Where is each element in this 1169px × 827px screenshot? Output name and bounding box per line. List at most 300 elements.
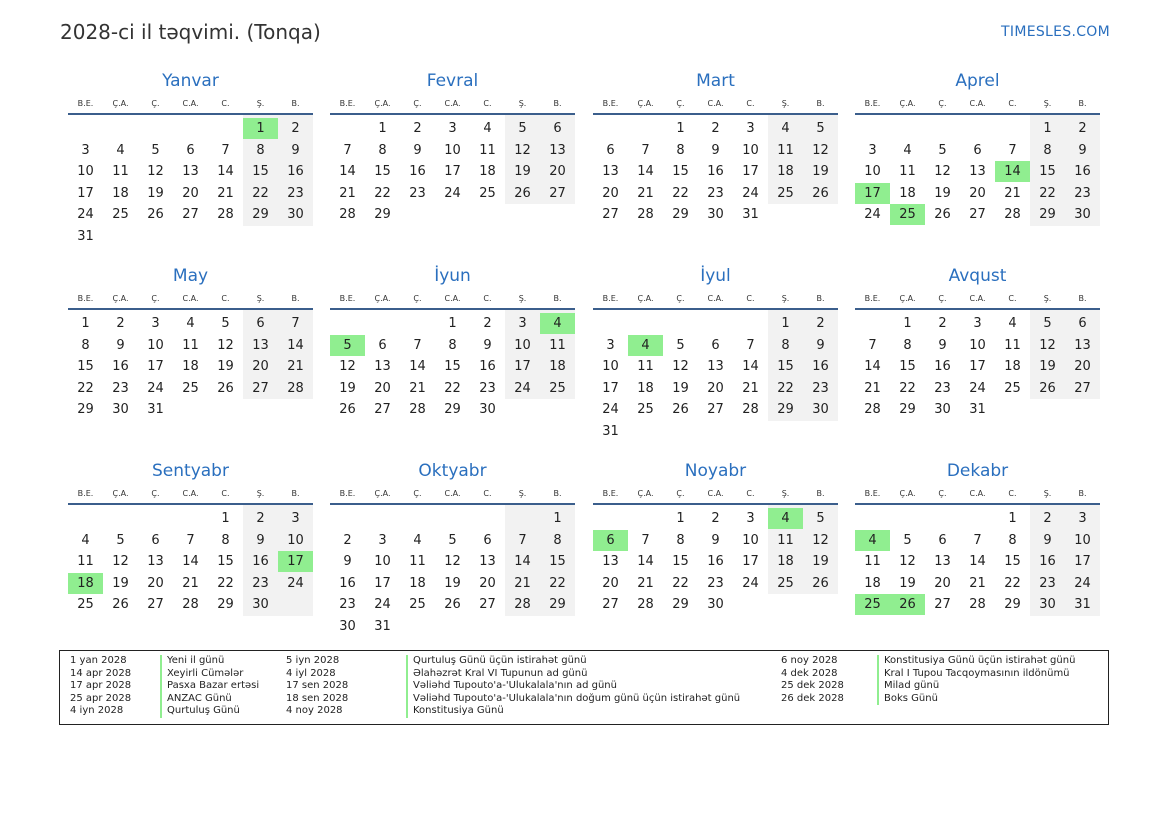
day-cell: 22 xyxy=(217,575,234,591)
day-cell: 29 xyxy=(1039,207,1056,222)
day-cell: 22 xyxy=(77,380,94,396)
weekday-label: Ç. xyxy=(938,489,947,498)
day-cell: 10 xyxy=(514,337,531,353)
day-cell: 23 xyxy=(112,380,129,396)
day-cell: 17 xyxy=(602,380,619,396)
day-cell: 23 xyxy=(287,185,304,201)
day-cell: 20 xyxy=(374,380,391,396)
weekday-label: B.E. xyxy=(77,99,94,108)
weekday-label: Ş. xyxy=(518,294,527,303)
day-cell: 1 xyxy=(448,316,457,331)
legend-holiday-name: Qurtuluş Günü üçün istirahət günü xyxy=(406,655,740,668)
weekday-label: Ç. xyxy=(151,489,160,498)
day-cell: 4 xyxy=(483,121,492,136)
day-cell: 28 xyxy=(287,380,304,396)
day-cell: 19 xyxy=(934,185,951,201)
day-cell: 3 xyxy=(518,316,527,331)
day-cell: 23 xyxy=(934,380,951,396)
brand-link[interactable]: TIMESLES.COM xyxy=(1001,24,1110,40)
day-cell: 28 xyxy=(1004,207,1021,222)
day-cell: 14 xyxy=(742,359,759,374)
day-cell: 16 xyxy=(707,554,724,569)
day-cell: 11 xyxy=(409,554,426,569)
legend-date: 26 dek 2028 xyxy=(781,692,844,704)
day-cell: 26 xyxy=(444,597,461,612)
day-cell: 26 xyxy=(812,575,829,591)
day-cell: 30 xyxy=(287,207,304,222)
day-cell: 27 xyxy=(374,402,391,417)
day-cell: 4 xyxy=(186,316,195,331)
legend-names-column xyxy=(406,655,740,718)
holiday-legend xyxy=(59,650,1109,725)
day-cell: 28 xyxy=(217,207,234,222)
day-cell: 31 xyxy=(1074,597,1091,612)
day-cell: 8 xyxy=(676,532,685,548)
weekday-label: Ç. xyxy=(676,294,685,303)
day-cell: 10 xyxy=(1074,532,1091,548)
day-cell: 8 xyxy=(221,532,230,548)
day-cell: 20 xyxy=(1074,359,1091,374)
weekday-label: Ş. xyxy=(1043,489,1052,498)
day-cell: 2 xyxy=(343,532,352,548)
day-cell: 13 xyxy=(1074,337,1091,353)
day-cell: 28 xyxy=(864,402,881,417)
day-cell: 22 xyxy=(672,575,689,591)
day-cell: 20 xyxy=(969,185,986,201)
weekday-label: Ç.A. xyxy=(637,99,654,108)
day-cell: 9 xyxy=(711,142,720,158)
day-cell: 12 xyxy=(812,142,829,158)
day-cell: 7 xyxy=(868,337,877,353)
legend-date: 1 yan 2028 xyxy=(70,655,127,666)
weekday-label: B.E. xyxy=(339,294,356,303)
day-cell: 6 xyxy=(606,142,615,158)
day-cell: 17 xyxy=(742,164,759,179)
day-cell: 26 xyxy=(217,380,234,396)
day-cell: 26 xyxy=(1039,380,1056,396)
day-cell: 6 xyxy=(186,142,195,158)
day-cell: 13 xyxy=(479,554,496,569)
day-cell: 26 xyxy=(934,207,951,222)
weekday-label: C. xyxy=(1008,294,1017,303)
day-cell: 20 xyxy=(602,185,619,201)
holiday-day-cell: 25 xyxy=(890,204,925,225)
day-cell: 30 xyxy=(1039,597,1056,612)
day-cell: 27 xyxy=(252,380,269,396)
day-cell: 15 xyxy=(444,359,461,374)
weekday-label: Ç. xyxy=(413,294,422,303)
day-cell: 9 xyxy=(413,142,422,158)
day-cell: 26 xyxy=(339,402,356,417)
day-cell: 31 xyxy=(602,423,619,439)
day-cell: 29 xyxy=(217,597,234,612)
month-name: Aprel xyxy=(955,71,1000,91)
day-cell: 31 xyxy=(969,402,986,417)
day-cell: 19 xyxy=(112,575,129,591)
day-cell: 23 xyxy=(812,380,829,396)
weekday-label: B. xyxy=(553,489,562,498)
day-cell: 1 xyxy=(676,511,685,526)
weekday-label: Ş. xyxy=(781,99,790,108)
day-cell: 28 xyxy=(409,402,426,417)
weekday-label: B. xyxy=(816,99,825,108)
day-cell: 31 xyxy=(374,618,391,634)
day-cell: 1 xyxy=(903,316,912,331)
day-cell: 4 xyxy=(413,532,422,548)
day-cell: 29 xyxy=(77,402,94,417)
legend-holiday-name: Konstitusiya Günü xyxy=(406,705,740,718)
day-cell: 27 xyxy=(182,207,199,222)
day-cell: 5 xyxy=(1043,316,1052,331)
weekday-label: B. xyxy=(1078,99,1087,108)
day-cell: 19 xyxy=(672,380,689,396)
day-cell: 21 xyxy=(287,359,304,374)
day-cell: 1 xyxy=(553,511,562,526)
weekday-label: C. xyxy=(746,489,755,498)
holiday-day-cell: 14 xyxy=(995,161,1030,182)
day-cell: 23 xyxy=(409,185,426,201)
legend-names-column xyxy=(160,655,259,718)
day-cell: 24 xyxy=(742,575,759,591)
day-cell: 9 xyxy=(816,337,825,353)
day-cell: 7 xyxy=(641,142,650,158)
day-cell: 18 xyxy=(549,359,566,374)
legend-date: 25 dek 2028 xyxy=(781,680,844,691)
weekday-label: Ş. xyxy=(781,489,790,498)
day-cell: 28 xyxy=(182,597,199,612)
weekday-label: C. xyxy=(221,294,230,303)
day-cell: 13 xyxy=(252,337,269,353)
day-cell: 8 xyxy=(1008,532,1017,548)
month-name: May xyxy=(172,266,209,286)
day-cell: 14 xyxy=(182,554,199,569)
day-cell: 15 xyxy=(672,164,689,179)
day-cell: 9 xyxy=(1043,532,1052,548)
legend-holiday-name: Qurtuluş Günü xyxy=(160,705,259,718)
day-cell: 25 xyxy=(479,185,496,201)
day-cell: 7 xyxy=(973,532,982,548)
day-cell: 21 xyxy=(514,575,531,591)
day-cell: 9 xyxy=(116,337,125,353)
day-cell: 9 xyxy=(1078,142,1087,158)
day-cell: 8 xyxy=(676,142,685,158)
day-cell: 23 xyxy=(339,597,356,612)
day-cell: 16 xyxy=(812,359,829,374)
day-cell: 3 xyxy=(151,316,160,331)
weekday-label: B.E. xyxy=(864,489,881,498)
day-cell: 24 xyxy=(147,380,164,396)
legend-dates-column xyxy=(286,655,348,718)
day-cell: 24 xyxy=(742,185,759,201)
day-cell: 24 xyxy=(864,207,881,222)
day-cell: 29 xyxy=(672,597,689,612)
day-cell: 17 xyxy=(514,359,531,374)
day-cell: 5 xyxy=(676,337,685,353)
weekday-label: C.A. xyxy=(444,294,461,303)
weekday-label: B.E. xyxy=(77,489,94,498)
day-cell: 27 xyxy=(1074,380,1091,396)
weekday-label: B.E. xyxy=(602,489,619,498)
day-cell: 5 xyxy=(448,532,457,548)
day-cell: 25 xyxy=(112,207,129,222)
day-cell: 8 xyxy=(781,337,790,353)
day-cell: 23 xyxy=(1074,185,1091,201)
day-cell: 30 xyxy=(1074,207,1091,222)
day-cell: 2 xyxy=(1043,511,1052,526)
day-cell: 22 xyxy=(444,380,461,396)
day-cell: 1 xyxy=(676,121,685,136)
day-cell: 24 xyxy=(287,575,304,591)
day-cell: 15 xyxy=(374,164,391,179)
day-cell: 19 xyxy=(514,164,531,179)
day-cell: 14 xyxy=(637,554,654,569)
day-cell: 6 xyxy=(553,121,562,136)
day-cell: 20 xyxy=(252,359,269,374)
weekday-label: Ç. xyxy=(151,294,160,303)
day-cell: 3 xyxy=(868,142,877,158)
day-cell: 12 xyxy=(672,359,689,374)
month-5 xyxy=(68,266,313,459)
weekday-label: B. xyxy=(553,294,562,303)
day-cell: 19 xyxy=(339,380,356,396)
weekday-label: Ç.A. xyxy=(112,489,129,498)
day-cell: 7 xyxy=(641,532,650,548)
day-cell: 2 xyxy=(116,316,125,331)
day-cell: 16 xyxy=(112,359,129,374)
day-cell: 5 xyxy=(518,121,527,136)
day-cell: 8 xyxy=(448,337,457,353)
day-cell: 29 xyxy=(899,402,916,417)
day-cell: 4 xyxy=(781,121,790,136)
day-cell: 21 xyxy=(182,575,199,591)
month-7 xyxy=(593,266,838,459)
weekday-label: C. xyxy=(483,294,492,303)
day-cell: 18 xyxy=(899,185,916,201)
day-cell: 21 xyxy=(637,575,654,591)
day-cell: 8 xyxy=(378,142,387,158)
day-cell: 31 xyxy=(742,207,759,222)
day-cell: 18 xyxy=(112,185,129,201)
month-10 xyxy=(330,461,575,654)
day-cell: 27 xyxy=(479,597,496,612)
day-cell: 23 xyxy=(252,575,269,591)
weekday-label: B.E. xyxy=(77,294,94,303)
day-cell: 30 xyxy=(252,597,269,612)
day-cell: 13 xyxy=(374,359,391,374)
day-cell: 9 xyxy=(711,532,720,548)
month-2 xyxy=(330,71,575,264)
legend-date: 6 noy 2028 xyxy=(781,655,838,666)
day-cell: 10 xyxy=(969,337,986,353)
day-cell: 10 xyxy=(864,164,881,179)
day-cell: 25 xyxy=(637,402,654,417)
weekday-label: Ç. xyxy=(676,489,685,498)
day-cell: 21 xyxy=(637,185,654,201)
day-cell: 3 xyxy=(746,511,755,526)
day-cell: 8 xyxy=(81,337,90,353)
weekday-label: B. xyxy=(1078,294,1087,303)
day-cell: 8 xyxy=(256,142,265,158)
legend-date: 17 apr 2028 xyxy=(70,680,132,691)
day-cell: 12 xyxy=(444,554,461,569)
legend-holiday-name: Pasxa Bazar ertəsi xyxy=(160,680,259,693)
day-cell: 8 xyxy=(1043,142,1052,158)
month-3 xyxy=(593,71,838,264)
day-cell: 30 xyxy=(479,402,496,417)
day-cell: 12 xyxy=(812,532,829,548)
weekday-label: Ç.A. xyxy=(112,99,129,108)
day-cell: 1 xyxy=(1008,511,1017,526)
day-cell: 28 xyxy=(969,597,986,612)
day-cell: 22 xyxy=(1039,185,1056,201)
day-cell: 15 xyxy=(777,359,794,374)
day-cell: 3 xyxy=(1078,511,1087,526)
day-cell: 29 xyxy=(444,402,461,417)
day-cell: 3 xyxy=(378,532,387,548)
month-name: İyun xyxy=(434,266,471,286)
month-12 xyxy=(855,461,1100,654)
day-cell: 21 xyxy=(409,380,426,396)
day-cell: 18 xyxy=(637,380,654,396)
weekday-label: B. xyxy=(816,294,825,303)
legend-date: 5 iyn 2028 xyxy=(286,655,340,666)
weekday-label: Ç.A. xyxy=(899,489,916,498)
day-cell: 9 xyxy=(343,554,352,569)
day-cell: 11 xyxy=(637,359,654,374)
legend-holiday-name: Vəliəhd Tupouto'a-'Ulukalala'nın doğum günü üçün istirahət günü xyxy=(406,693,740,706)
day-cell: 8 xyxy=(903,337,912,353)
day-cell: 2 xyxy=(711,511,720,526)
weekday-label: Ş. xyxy=(1043,99,1052,108)
day-cell: 27 xyxy=(549,185,566,201)
weekday-label: B.E. xyxy=(602,99,619,108)
holiday-day-cell: 17 xyxy=(855,183,890,204)
weekday-label: B. xyxy=(1078,489,1087,498)
day-cell: 2 xyxy=(711,121,720,136)
day-cell: 11 xyxy=(1004,337,1021,353)
month-name: İyul xyxy=(700,266,731,286)
day-cell: 12 xyxy=(514,142,531,158)
day-cell: 18 xyxy=(409,575,426,591)
day-cell: 21 xyxy=(217,185,234,201)
day-cell: 5 xyxy=(816,121,825,136)
day-cell: 2 xyxy=(413,121,422,136)
month-name: Avqust xyxy=(948,266,1007,286)
weekday-label: Ş. xyxy=(256,489,265,498)
day-cell: 19 xyxy=(812,164,829,179)
month-8 xyxy=(855,266,1100,459)
day-cell: 6 xyxy=(938,532,947,548)
day-cell: 23 xyxy=(479,380,496,396)
day-cell: 25 xyxy=(409,597,426,612)
day-cell: 27 xyxy=(602,207,619,222)
month-name: Sentyabr xyxy=(152,461,229,481)
day-cell: 11 xyxy=(899,164,916,179)
day-cell: 27 xyxy=(934,597,951,612)
day-cell: 30 xyxy=(934,402,951,417)
day-cell: 24 xyxy=(969,380,986,396)
day-cell: 14 xyxy=(637,164,654,179)
holiday-day-cell: 1 xyxy=(243,118,278,139)
day-cell: 8 xyxy=(553,532,562,548)
day-cell: 24 xyxy=(1074,575,1091,591)
day-cell: 13 xyxy=(969,164,986,179)
weekday-label: B. xyxy=(291,489,300,498)
holiday-day-cell: 17 xyxy=(278,551,313,572)
day-cell: 2 xyxy=(291,121,300,136)
day-cell: 10 xyxy=(742,142,759,158)
legend-holiday-name: Yeni il günü xyxy=(160,655,259,668)
weekday-label: C.A. xyxy=(182,489,199,498)
weekday-label: Ç. xyxy=(413,489,422,498)
day-cell: 23 xyxy=(707,575,724,591)
weekday-label: Ç.A. xyxy=(374,99,391,108)
weekday-label: C. xyxy=(1008,99,1017,108)
day-cell: 14 xyxy=(864,359,881,374)
legend-holiday-name: ANZAC Günü xyxy=(160,693,259,706)
weekday-label: C. xyxy=(746,294,755,303)
day-cell: 15 xyxy=(217,554,234,569)
day-cell: 25 xyxy=(549,380,566,396)
legend-dates-column xyxy=(70,655,131,718)
day-cell: 7 xyxy=(221,142,230,158)
weekday-label: C. xyxy=(221,99,230,108)
day-cell: 15 xyxy=(549,554,566,569)
day-cell: 14 xyxy=(514,554,531,569)
legend-holiday-name: Konstitusiya Günü üçün istirahət günü xyxy=(877,655,1075,668)
day-cell: 13 xyxy=(182,164,199,179)
day-cell: 19 xyxy=(899,575,916,591)
day-cell: 15 xyxy=(252,164,269,179)
day-cell: 10 xyxy=(77,164,94,179)
month-9 xyxy=(68,461,313,654)
day-cell: 25 xyxy=(777,185,794,201)
weekday-label: C.A. xyxy=(969,489,986,498)
day-cell: 19 xyxy=(147,185,164,201)
legend-date: 4 iyl 2028 xyxy=(286,667,336,679)
legend-holiday-name: Vəliəhd Tupouto'a-'Ulukalala'nın ad günü xyxy=(406,680,740,693)
month-name: Mart xyxy=(696,71,735,91)
weekday-label: B.E. xyxy=(339,489,356,498)
day-cell: 13 xyxy=(549,142,566,158)
holiday-day-cell: 25 xyxy=(855,594,890,615)
day-cell: 25 xyxy=(182,380,199,396)
day-cell: 29 xyxy=(549,597,566,612)
day-cell: 21 xyxy=(864,380,881,396)
day-cell: 6 xyxy=(483,532,492,548)
weekday-label: Ç. xyxy=(938,99,947,108)
weekday-label: B. xyxy=(291,294,300,303)
day-cell: 9 xyxy=(938,337,947,353)
holiday-day-cell: 4 xyxy=(768,508,803,529)
weekday-label: Ş. xyxy=(256,99,265,108)
day-cell: 11 xyxy=(112,164,129,179)
weekday-label: Ç. xyxy=(938,294,947,303)
day-cell: 24 xyxy=(374,597,391,612)
day-cell: 29 xyxy=(672,207,689,222)
day-cell: 23 xyxy=(1039,575,1056,591)
day-cell: 11 xyxy=(777,142,794,158)
weekday-label: Ş. xyxy=(518,489,527,498)
day-cell: 4 xyxy=(116,142,125,158)
weekday-label: Ç.A. xyxy=(112,294,129,303)
day-cell: 13 xyxy=(602,164,619,179)
day-cell: 6 xyxy=(711,337,720,353)
day-cell: 7 xyxy=(291,316,300,331)
day-cell: 15 xyxy=(1004,554,1021,569)
legend-date: 4 noy 2028 xyxy=(286,705,343,716)
month-name: Fevral xyxy=(426,71,479,91)
